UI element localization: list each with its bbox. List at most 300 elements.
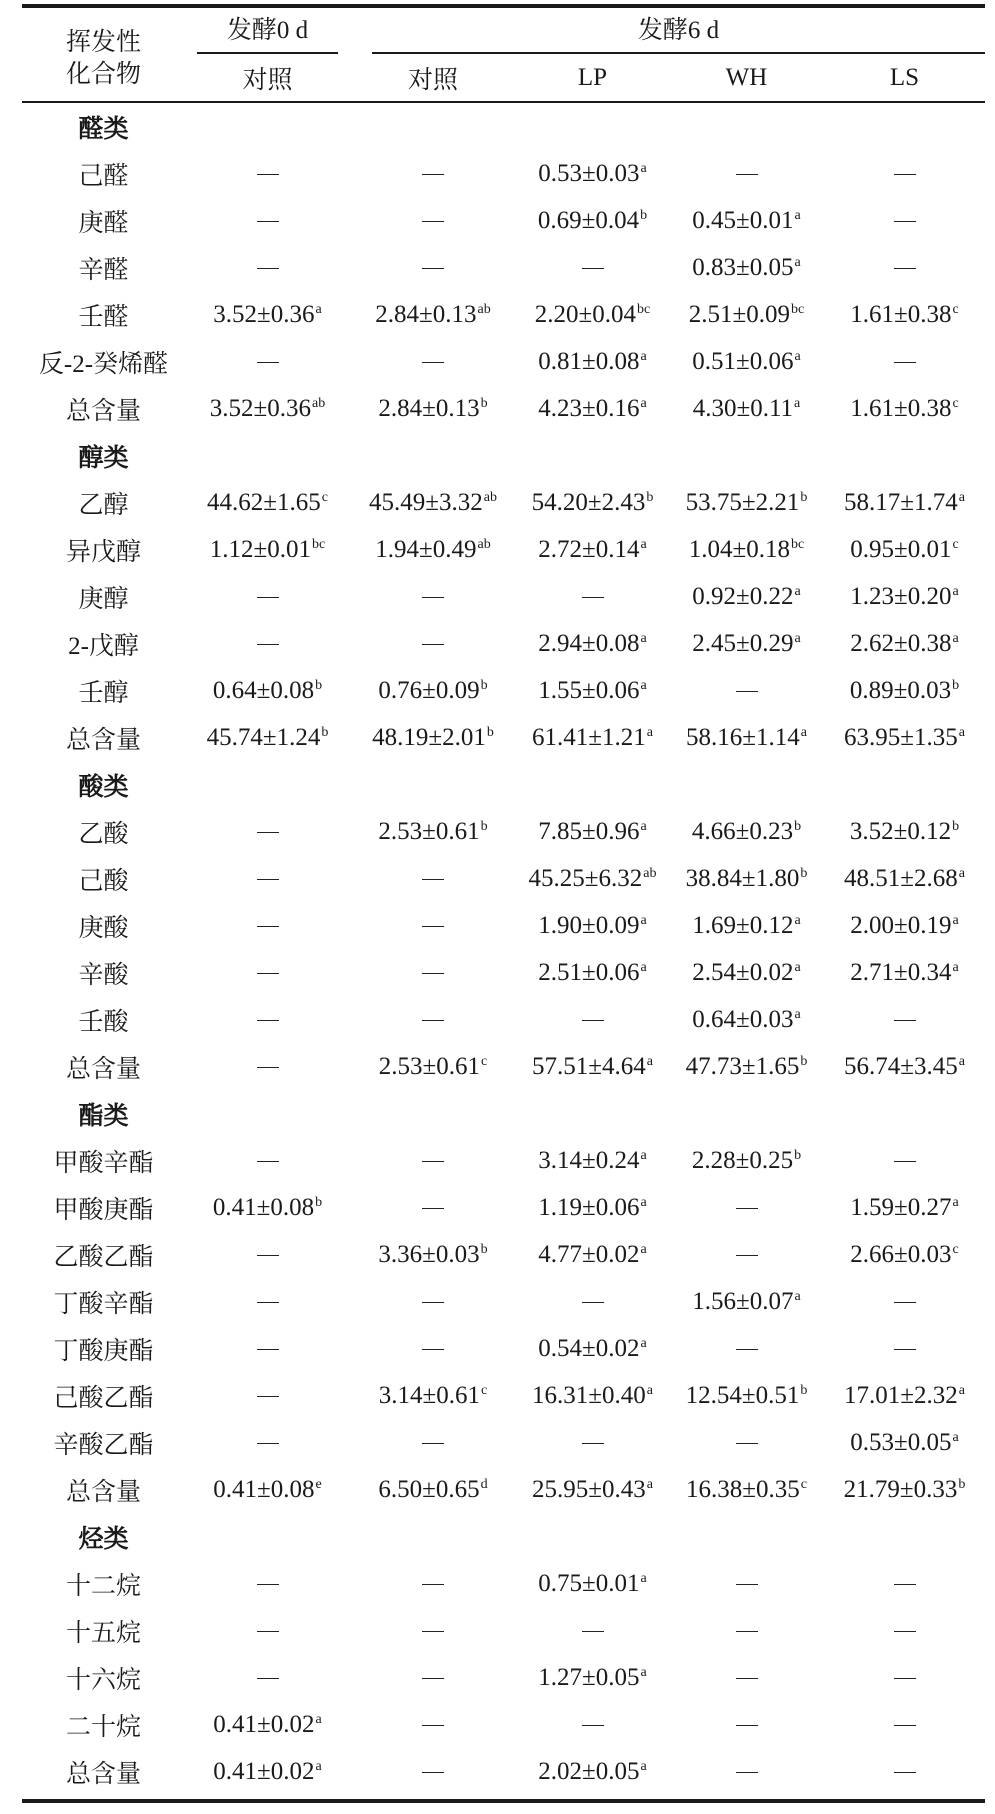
empty-dash (736, 174, 758, 175)
value-cell (185, 714, 350, 761)
empty-dash-text (279, 1147, 280, 1148)
empty-dash (894, 1020, 916, 1021)
value-cell (350, 385, 516, 432)
table-row (22, 479, 985, 526)
value-cell (669, 808, 824, 855)
significance-letter: a (794, 207, 801, 223)
value-cell (824, 1137, 985, 1184)
value-cell (350, 1043, 516, 1090)
value-text: 1.90±0.09 (538, 911, 640, 939)
significance-letter: c (952, 536, 959, 552)
significance-letter: c (800, 1476, 807, 1492)
value-cell (824, 573, 985, 620)
value-cell (669, 1372, 824, 1419)
value-cell (669, 526, 824, 573)
value-cell (185, 385, 350, 432)
value-cell (350, 526, 516, 573)
compound-name: 甲酸庚酯 (53, 1196, 154, 1224)
value-cell (516, 1654, 669, 1701)
table-row (22, 1466, 985, 1513)
header-day0-label: 发酵0 d (197, 10, 338, 54)
value-text: 56.74±3.45 (844, 1052, 958, 1080)
table-body (22, 103, 985, 1795)
empty-dash (894, 1161, 916, 1162)
empty-dash (257, 644, 279, 645)
value-cell (350, 1466, 516, 1513)
significance-letter: c (481, 1382, 488, 1398)
value-text: 0.89±0.03 (849, 676, 952, 704)
value-text: 2.54±0.02 (692, 958, 794, 986)
value-cell (516, 385, 669, 432)
value-cell (669, 855, 824, 902)
value-cell (350, 1137, 516, 1184)
value-text: 4.66±0.23 (691, 817, 794, 845)
value-text: 3.52±0.36 (213, 300, 315, 328)
header-compound-line1: 挥发性 (65, 28, 141, 56)
value-text: 48.19±2.01 (372, 723, 486, 751)
value-cell (185, 338, 350, 385)
table-row (22, 808, 985, 855)
value-text: 1.94±0.49 (375, 535, 477, 563)
value-cell (185, 808, 350, 855)
empty-dash (257, 1255, 279, 1256)
significance-letter: a (794, 348, 801, 364)
empty-dash-text (758, 1711, 759, 1712)
value-text: 2.94±0.08 (538, 629, 640, 657)
value-text: 3.36±0.03 (378, 1240, 480, 1268)
value-text: 25.95±0.43 (532, 1475, 646, 1503)
significance-letter: b (640, 207, 648, 223)
empty-dash-text (604, 1006, 605, 1007)
value-text: 16.38±0.35 (686, 1475, 800, 1503)
table-row (22, 620, 985, 667)
significance-letter: a (794, 1006, 801, 1022)
significance-letter: a (640, 348, 647, 364)
empty-dash-text (444, 254, 445, 255)
empty-dash-text (604, 583, 605, 584)
significance-letter: b (958, 1476, 966, 1492)
value-cell (350, 1654, 516, 1701)
empty-dash (736, 1772, 758, 1773)
value-text: 2.62±0.38 (850, 629, 952, 657)
significance-letter: c (321, 489, 328, 505)
value-cell (824, 1184, 985, 1231)
empty-dash-text (444, 1711, 445, 1712)
value-text: 0.41±0.02 (213, 1757, 315, 1785)
value-cell (669, 244, 824, 291)
value-cell (185, 1701, 350, 1748)
table-row (22, 1607, 985, 1654)
empty-dash (894, 1349, 916, 1350)
empty-dash-text (279, 1053, 280, 1054)
empty-dash (736, 691, 758, 692)
value-text: 45.49±3.32 (369, 488, 483, 516)
value-text: 3.14±0.61 (378, 1381, 480, 1409)
value-cell (350, 1701, 516, 1748)
value-cell (185, 1607, 350, 1654)
value-cell (669, 1184, 824, 1231)
value-cell (350, 855, 516, 902)
value-text: 2.66±0.03 (850, 1240, 952, 1268)
empty-dash-text (444, 348, 445, 349)
value-cell (185, 573, 350, 620)
value-text: 2.84±0.13 (375, 300, 477, 328)
compound-name: 辛酸乙酯 (53, 1431, 154, 1459)
empty-dash (736, 1725, 758, 1726)
significance-letter: bc (791, 536, 805, 552)
empty-dash-text (279, 583, 280, 584)
empty-dash-text (444, 1429, 445, 1430)
empty-dash (422, 644, 444, 645)
value-cell (516, 1325, 669, 1372)
compound-name: 十六烷 (65, 1666, 141, 1694)
significance-letter: a (958, 724, 965, 740)
value-cell (669, 291, 824, 338)
group-name: 酯类 (78, 1102, 129, 1130)
empty-dash (422, 1631, 444, 1632)
value-cell (669, 949, 824, 996)
empty-dash (894, 362, 916, 363)
value-cell (824, 385, 985, 432)
value-cell (824, 338, 985, 385)
empty-dash (422, 1349, 444, 1350)
value-text: 2.84±0.13 (378, 394, 480, 422)
table-row (22, 150, 985, 197)
empty-dash-text (444, 1570, 445, 1571)
empty-dash (422, 1725, 444, 1726)
value-cell (185, 479, 350, 526)
compound-name: 己酸 (78, 867, 129, 895)
value-cell (824, 1278, 985, 1325)
value-cell (516, 620, 669, 667)
compound-name: 异戊醇 (65, 538, 141, 566)
value-text: 0.51±0.06 (692, 347, 794, 375)
header-day6-label: 发酵6 d (372, 10, 985, 54)
value-text: 1.69±0.12 (692, 911, 794, 939)
value-text: 57.51±4.64 (532, 1052, 646, 1080)
empty-dash (422, 926, 444, 927)
empty-dash (257, 1396, 279, 1397)
value-text: 1.23±0.20 (850, 582, 952, 610)
value-cell (516, 479, 669, 526)
group-row (22, 761, 985, 808)
value-text: 47.73±1.65 (685, 1052, 800, 1080)
significance-letter: a (640, 677, 647, 693)
empty-dash-text (916, 1335, 917, 1336)
value-text: 1.27±0.05 (538, 1663, 640, 1691)
value-cell (516, 1231, 669, 1278)
significance-letter: a (958, 489, 965, 505)
empty-dash (422, 1020, 444, 1021)
compound-name: 丁酸庚酯 (53, 1337, 154, 1365)
value-cell (185, 949, 350, 996)
compound-name: 乙酸乙酯 (53, 1243, 154, 1271)
significance-letter: a (315, 1758, 322, 1774)
empty-dash (422, 1584, 444, 1585)
value-cell (350, 150, 516, 197)
significance-letter: ab (643, 865, 657, 881)
significance-letter: b (315, 677, 323, 693)
group-name: 酸类 (78, 773, 129, 801)
significance-letter: a (794, 912, 801, 928)
empty-dash-text (279, 207, 280, 208)
empty-dash (422, 1772, 444, 1773)
significance-letter: d (480, 1476, 488, 1492)
value-cell (516, 1043, 669, 1090)
value-text: 0.75±0.01 (538, 1569, 640, 1597)
empty-dash-text (279, 630, 280, 631)
value-cell (824, 1748, 985, 1795)
empty-dash (257, 268, 279, 269)
empty-dash (422, 362, 444, 363)
significance-letter: a (794, 583, 801, 599)
significance-letter: b (952, 677, 960, 693)
value-cell (350, 1748, 516, 1795)
significance-letter: a (640, 959, 647, 975)
value-cell (669, 1748, 824, 1795)
significance-letter: b (800, 1053, 808, 1069)
value-cell (516, 1560, 669, 1607)
value-cell (669, 1043, 824, 1090)
value-text: 3.52±0.36 (209, 394, 311, 422)
empty-dash (257, 879, 279, 880)
value-cell (350, 667, 516, 714)
significance-letter: a (640, 1147, 647, 1163)
value-text: 0.41±0.08 (212, 1193, 315, 1221)
header-day6 (350, 10, 985, 54)
significance-letter: b (952, 818, 960, 834)
value-cell (669, 620, 824, 667)
compound-name: 庚醇 (78, 585, 129, 613)
value-cell (516, 949, 669, 996)
value-cell (185, 855, 350, 902)
subheader-lp: LP (577, 63, 608, 91)
value-text: 21.79±0.33 (843, 1475, 958, 1503)
value-cell (185, 1466, 350, 1513)
empty-dash-text (444, 630, 445, 631)
value-cell (824, 1231, 985, 1278)
empty-dash (257, 597, 279, 598)
subheader-ls: LS (889, 63, 920, 91)
significance-letter: a (952, 630, 959, 646)
table-row (22, 667, 985, 714)
value-text: 4.30±0.11 (692, 394, 794, 422)
value-cell (516, 902, 669, 949)
empty-dash-text (916, 1758, 917, 1759)
empty-dash-text (758, 1194, 759, 1195)
empty-dash (894, 1302, 916, 1303)
empty-dash-text (916, 207, 917, 208)
empty-dash (736, 1678, 758, 1679)
significance-letter: b (800, 489, 808, 505)
value-cell (669, 1325, 824, 1372)
value-text: 48.51±2.68 (844, 864, 958, 892)
value-cell (669, 197, 824, 244)
empty-dash-text (916, 1288, 917, 1289)
table-row (22, 1043, 985, 1090)
value-text: 16.31±0.40 (532, 1381, 646, 1409)
significance-letter: a (640, 536, 647, 552)
compound-name: 庚醛 (78, 209, 129, 237)
value-cell (350, 573, 516, 620)
value-cell (185, 197, 350, 244)
significance-letter: c (952, 1241, 959, 1257)
value-cell (350, 291, 516, 338)
empty-dash (736, 1443, 758, 1444)
value-cell (824, 291, 985, 338)
value-cell (824, 1607, 985, 1654)
empty-dash-text (604, 1429, 605, 1430)
significance-letter: a (640, 1241, 647, 1257)
value-text: 2.51±0.06 (538, 958, 640, 986)
value-cell (350, 1278, 516, 1325)
value-text: 0.76±0.09 (378, 676, 480, 704)
significance-letter: a (640, 395, 647, 411)
value-cell (350, 1607, 516, 1654)
value-text: 1.56±0.07 (692, 1287, 794, 1315)
empty-dash-text (279, 160, 280, 161)
empty-dash (422, 1161, 444, 1162)
value-cell (824, 902, 985, 949)
table-row (22, 714, 985, 761)
value-text: 2.02±0.05 (538, 1757, 640, 1785)
value-text: 2.71±0.34 (850, 958, 952, 986)
value-cell (350, 244, 516, 291)
empty-dash (422, 174, 444, 175)
significance-letter: a (640, 912, 647, 928)
value-text: 0.53±0.05 (850, 1428, 952, 1456)
significance-letter: b (315, 1194, 323, 1210)
table-row (22, 949, 985, 996)
value-cell (669, 1137, 824, 1184)
empty-dash-text (604, 1711, 605, 1712)
empty-dash-text (279, 1664, 280, 1665)
empty-dash-text (758, 1617, 759, 1618)
value-text: 1.12±0.01 (209, 535, 311, 563)
value-cell (516, 1419, 669, 1466)
value-cell (516, 150, 669, 197)
significance-letter: b (480, 1241, 488, 1257)
value-cell (669, 1701, 824, 1748)
value-text: 1.55±0.06 (538, 676, 640, 704)
empty-dash-text (758, 1335, 759, 1336)
value-text: 0.69±0.04 (537, 206, 640, 234)
compound-name: 己醛 (78, 162, 129, 190)
empty-dash-text (444, 1288, 445, 1289)
value-cell (669, 150, 824, 197)
value-cell (350, 808, 516, 855)
empty-dash-text (604, 1288, 605, 1289)
compound-name: 总含量 (65, 1055, 141, 1083)
empty-dash (736, 1255, 758, 1256)
value-cell (185, 996, 350, 1043)
value-text: 0.41±0.08 (213, 1475, 315, 1503)
empty-dash (257, 973, 279, 974)
empty-dash (736, 1208, 758, 1209)
value-cell (824, 150, 985, 197)
significance-letter: b (800, 865, 808, 881)
value-text: 2.53±0.61 (378, 817, 480, 845)
value-cell (824, 1043, 985, 1090)
significance-letter: a (952, 1429, 959, 1445)
compound-name: 庚酸 (78, 914, 129, 942)
significance-letter: c (952, 395, 959, 411)
table-row (22, 1184, 985, 1231)
empty-dash-text (916, 348, 917, 349)
empty-dash-text (279, 1382, 280, 1383)
empty-dash-text (444, 1617, 445, 1618)
value-text: 2.53±0.61 (378, 1052, 480, 1080)
empty-dash (582, 1631, 604, 1632)
compound-name: 乙酸 (78, 820, 129, 848)
table-row (22, 1325, 985, 1372)
empty-dash-text (758, 1758, 759, 1759)
value-text: 0.92±0.22 (692, 582, 794, 610)
empty-dash (422, 597, 444, 598)
empty-dash-text (279, 865, 280, 866)
significance-letter: bc (312, 536, 326, 552)
empty-dash-text (444, 865, 445, 866)
value-text: 58.16±1.14 (686, 723, 800, 751)
empty-dash (257, 1584, 279, 1585)
value-cell (185, 1560, 350, 1607)
value-text: 3.52±0.12 (849, 817, 952, 845)
value-text: 0.45±0.01 (692, 206, 794, 234)
value-text: 7.85±0.96 (538, 817, 640, 845)
value-cell (824, 1560, 985, 1607)
value-cell (824, 667, 985, 714)
table-row (22, 244, 985, 291)
value-text: 4.77±0.02 (538, 1240, 640, 1268)
empty-dash (894, 221, 916, 222)
significance-letter: a (794, 254, 801, 270)
significance-letter: a (640, 1570, 647, 1586)
value-cell (185, 1137, 350, 1184)
table-row (22, 1278, 985, 1325)
significance-letter: a (794, 959, 801, 975)
empty-dash-text (279, 959, 280, 960)
value-text: 17.01±2.32 (844, 1381, 958, 1409)
empty-dash (582, 1443, 604, 1444)
value-cell (669, 1278, 824, 1325)
empty-dash-text (916, 1617, 917, 1618)
significance-letter: b (794, 818, 802, 834)
empty-dash-text (916, 1006, 917, 1007)
group-row (22, 1090, 985, 1137)
empty-dash-text (279, 348, 280, 349)
value-cell (185, 150, 350, 197)
empty-dash (894, 1772, 916, 1773)
significance-letter: a (952, 912, 959, 928)
value-cell (185, 902, 350, 949)
value-text: 1.61±0.38 (850, 394, 952, 422)
value-cell (516, 573, 669, 620)
empty-dash (257, 1678, 279, 1679)
value-text: 2.20±0.04 (534, 300, 636, 328)
group-name: 烃类 (78, 1525, 129, 1553)
empty-dash-text (444, 583, 445, 584)
empty-dash-text (758, 677, 759, 678)
empty-dash-text (279, 1617, 280, 1618)
value-text: 12.54±0.51 (685, 1381, 800, 1409)
empty-dash-text (758, 1429, 759, 1430)
value-cell (350, 1560, 516, 1607)
empty-dash-text (444, 1664, 445, 1665)
table-row (22, 1560, 985, 1607)
empty-dash-text (604, 254, 605, 255)
value-cell (350, 338, 516, 385)
group-row (22, 103, 985, 150)
